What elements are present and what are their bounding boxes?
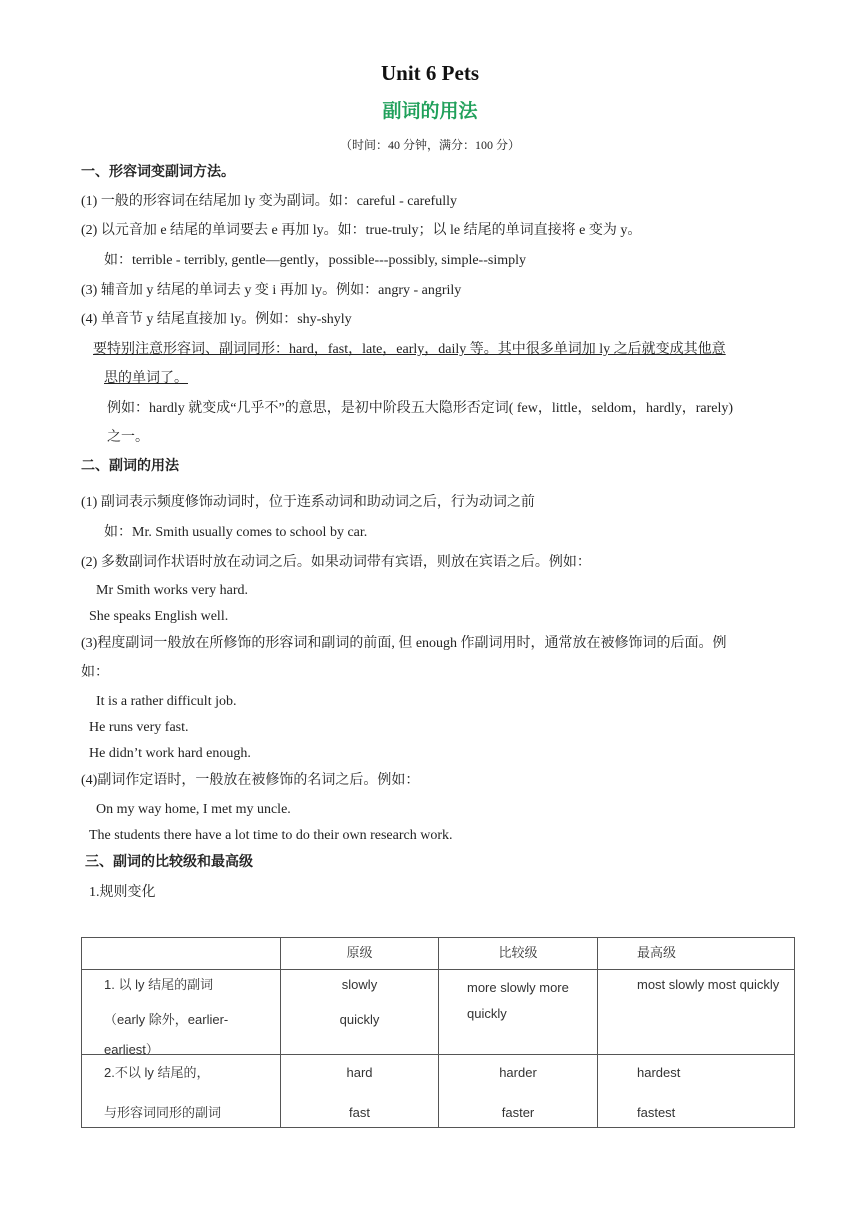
row1-label-line3: earliest） <box>104 1042 159 1057</box>
row2-positive-1: hard <box>346 1065 373 1080</box>
page-subtitle: 副词的用法 <box>382 100 478 122</box>
section2-rule3-line1: (3)程度副词一般放在所修饰的形容词和副词的前面, 但 enough 作副词用时，通常放在被修饰词的后面。例 <box>81 636 727 651</box>
exam-meta: （时间：40 分钟，满分：100 分） <box>339 138 520 152</box>
table-header-row <box>82 938 795 970</box>
table-row <box>82 1055 795 1128</box>
table-header-cell <box>439 938 598 970</box>
section2-rule4-example1: On my way home, I met my uncle. <box>96 802 291 817</box>
row1-positive-2: quickly <box>339 1012 380 1027</box>
section1-rule4: (4) 单音节 y 结尾直接加 ly。例如：shy-shyly <box>81 312 352 327</box>
section1-note-line2: 思的单词了。 <box>104 371 188 386</box>
section1-heading: 一、形容词变副词方法。 <box>81 165 235 180</box>
section2-rule2: (2) 多数副词作状语时放在动词之后。如果动词带有宾语，则放在宾语之后。例如： <box>81 555 591 570</box>
section1-rule2-example: 如：terrible - terribly, gentle—gently，possible---possibly, simple--simply <box>104 253 526 268</box>
header-positive: 原级 <box>346 945 373 960</box>
row1-comparative: more slowly more quickly <box>467 980 569 1021</box>
row2-comparative-1: harder <box>499 1065 537 1080</box>
section2-rule3-example2: He runs very fast. <box>89 720 189 735</box>
table-cell <box>82 1055 281 1128</box>
section1-rule3: (3) 辅音加 y 结尾的单词去 y 变 i 再加 ly。例如：angry - angrily <box>81 283 462 298</box>
section1-note-line1: 要特别注意形容词、副词同形：hard，fast，late，early，daily 等。其中很多单词加 ly 之后就变成其他意 <box>93 342 726 357</box>
section2-rule1-example: 如：Mr. Smith usually comes to school by car. <box>104 525 368 540</box>
section1-example-line1: 例如：hardly 就变成“几乎不”的意思，是初中阶段五大隐形否定词( few，little，seldom，hardly，rarely) <box>107 401 734 416</box>
section1-rule2: (2) 以元音加 e 结尾的单词要去 e 再加 ly。如：true-truly；以 le 结尾的单词直接将 e 变为 y。 <box>81 223 642 238</box>
row2-positive-2: fast <box>349 1105 370 1120</box>
section2-rule3-example3: He didn’t work hard enough. <box>89 746 251 761</box>
table-cell <box>598 970 795 1055</box>
table-cell <box>439 970 598 1055</box>
section2-rule2-example1: Mr Smith works very hard. <box>96 583 249 598</box>
table-row <box>82 970 795 1055</box>
table-cell <box>439 1055 598 1128</box>
table-cell <box>598 1055 795 1128</box>
table-header-cell <box>598 938 795 970</box>
page-title: Unit 6 Pets <box>381 61 479 85</box>
table-cell <box>281 1055 439 1128</box>
adverb-comparison-table <box>81 937 795 1128</box>
row1-superlative: most slowly most quickly <box>637 977 780 992</box>
section2-rule4-example2: The students there have a lot time to do their own research work. <box>89 828 453 843</box>
row2-label-line1: 2.不以 ly 结尾的， <box>104 1065 210 1080</box>
row2-superlative-2: fastest <box>637 1105 676 1120</box>
section1-example-line2: 之一。 <box>107 430 149 445</box>
section2-rule4: (4)副词作定语时，一般放在被修饰的名词之后。例如： <box>81 773 420 788</box>
section2-heading: 二、副词的用法 <box>81 459 179 474</box>
row2-label-line2: 与形容词同形的副词 <box>104 1105 222 1120</box>
section2-rule1: (1) 副词表示频度修饰动词时，位于连系动词和助动词之后，行为动词之前 <box>81 495 535 510</box>
section3-heading: 三、副词的比较级和最高级 <box>85 855 253 870</box>
row1-label-line2: （early 除外，earlier- <box>104 1012 229 1027</box>
header-comparative: 比较级 <box>498 945 538 960</box>
header-superlative: 最高级 <box>637 945 677 960</box>
table-cell <box>281 970 439 1055</box>
section1-rule1: (1) 一般的形容词在结尾加 ly 变为副词。如：careful - carefully <box>81 194 457 209</box>
section2-rule2-example2: She speaks English well. <box>89 609 229 624</box>
section2-rule3-example1: It is a rather difficult job. <box>96 694 237 709</box>
row1-positive-1: slowly <box>341 977 378 992</box>
table-header-cell <box>82 938 281 970</box>
table-header-cell <box>281 938 439 970</box>
section2-rule3-line2: 如： <box>81 665 109 680</box>
row1-label-line1: 1. 以 ly 结尾的副词 <box>104 977 214 992</box>
row2-superlative-1: hardest <box>637 1065 681 1080</box>
table-cell <box>82 970 281 1055</box>
row2-comparative-2: faster <box>501 1105 535 1120</box>
section3-subheading: 1.规则变化 <box>89 885 156 900</box>
